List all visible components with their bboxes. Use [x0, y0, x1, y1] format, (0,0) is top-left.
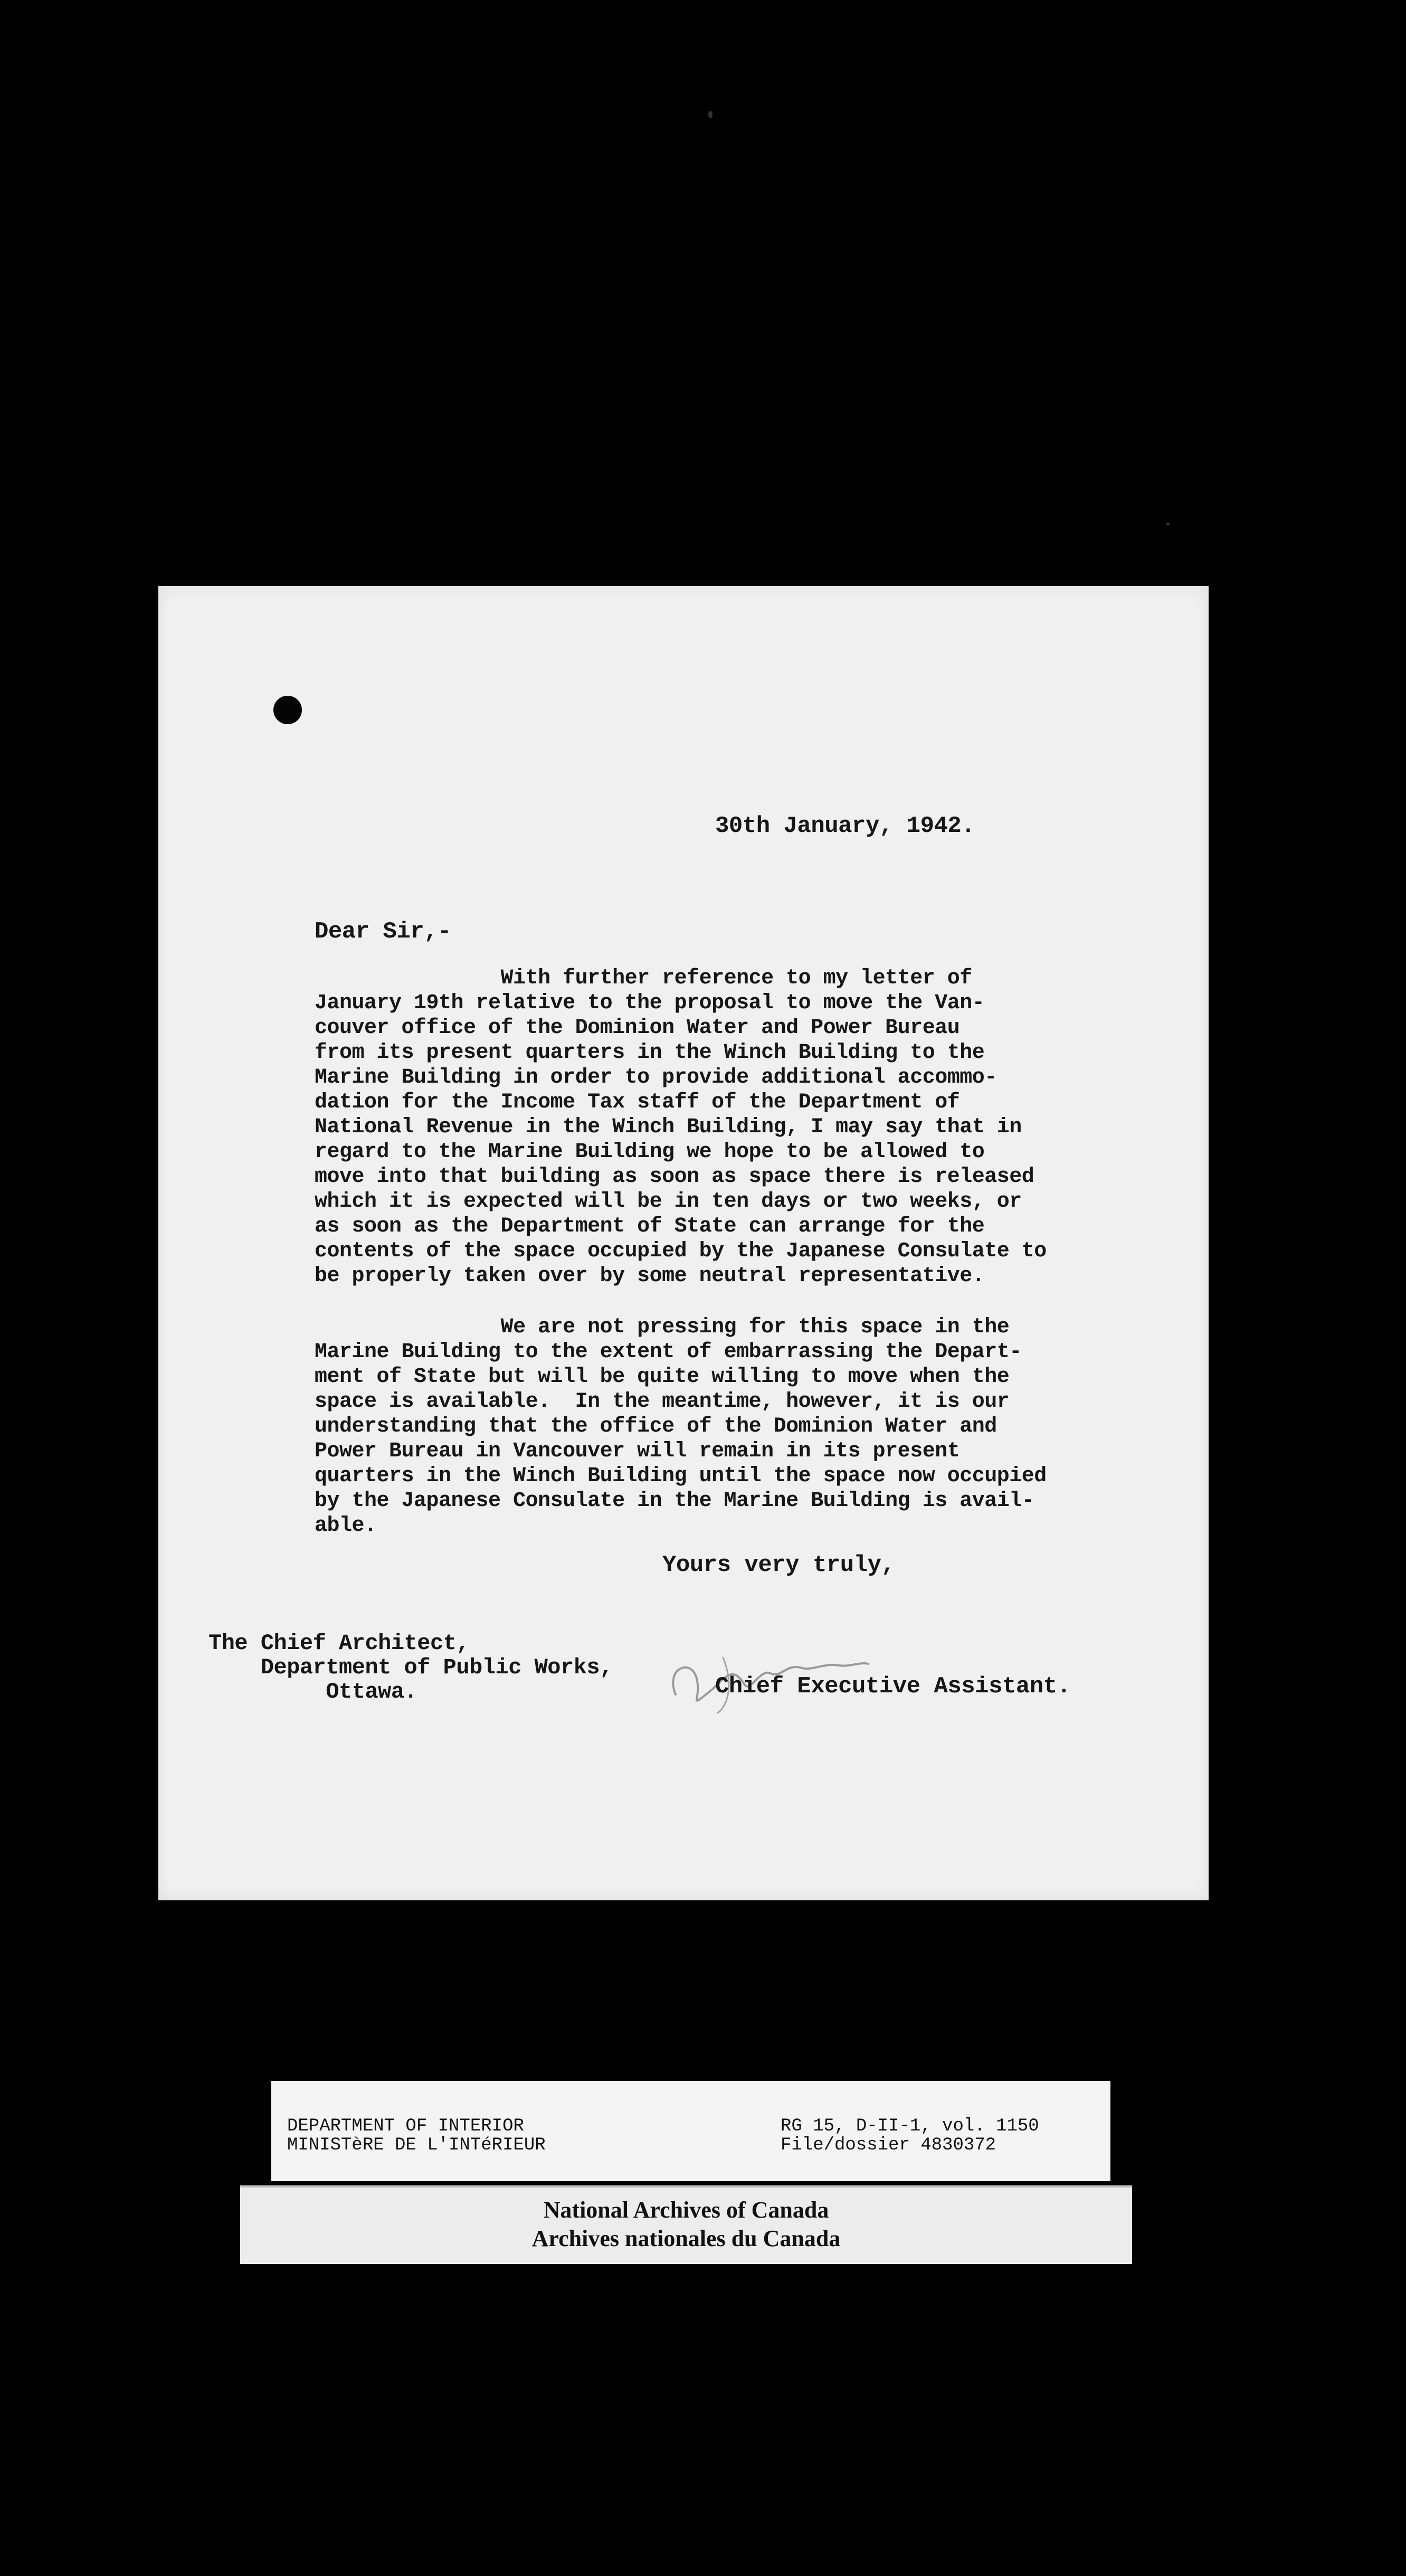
letter-page — [158, 586, 1209, 1900]
body-line: quarters in the Winch Building until the space now occupied — [315, 1464, 1047, 1488]
archives-name-en: National Archives of Canada — [543, 2197, 829, 2223]
body-line: as soon as the Department of State can arrange for the — [315, 1215, 985, 1238]
archives-name-fr: Archives nationales du Canada — [531, 2225, 841, 2251]
recipient-line: The Chief Architect, — [208, 1631, 470, 1656]
record-group: RG 15, D-II-1, vol. 1150 — [781, 2116, 1039, 2136]
body-line: by the Japanese Consulate in the Marine Building is avail- — [315, 1489, 1034, 1513]
body-line: able. — [315, 1514, 377, 1538]
body-line: We are not pressing for this space in the — [315, 1315, 1010, 1339]
recipient-line: Department of Public Works, — [208, 1655, 613, 1680]
file-number: File/dossier 4830372 — [781, 2135, 996, 2155]
signer-title: Chief Executive Assistant. — [715, 1673, 1071, 1700]
scan-speck — [1166, 523, 1170, 526]
letter-body — [315, 966, 1085, 1538]
paragraph-2 — [315, 1315, 1085, 1538]
recipient-line: Ottawa. — [208, 1679, 417, 1704]
body-line: space is available. In the meantime, however, it is our — [315, 1390, 1010, 1414]
department-names — [287, 2117, 546, 2155]
body-line: Power Bureau in Vancouver will remain in its present — [315, 1439, 960, 1463]
body-line: dation for the Income Tax staff of the Department of — [315, 1091, 960, 1114]
body-line: Marine Building to the extent of embarrassing the Depart- — [315, 1340, 1022, 1364]
paragraph-1 — [315, 966, 1085, 1289]
body-line: regard to the Marine Building we hope to be allowed to — [315, 1140, 985, 1164]
body-line: couver office of the Dominion Water and Power Bureau — [315, 1016, 960, 1040]
body-line: National Revenue in the Winch Building, I may say that in — [315, 1115, 1022, 1139]
punch-hole — [273, 696, 302, 724]
salutation: Dear Sir,- — [315, 918, 452, 945]
body-line: which it is expected will be in ten days or two weeks, or — [315, 1190, 1022, 1214]
closing: Yours very truly, — [662, 1552, 895, 1578]
body-line: understanding that the office of the Dominion Water and — [315, 1415, 997, 1438]
recipient-address — [208, 1631, 613, 1704]
body-line: be properly taken over by some neutral representative. — [315, 1264, 985, 1288]
archives-banner — [240, 2185, 1132, 2264]
department-fr: MINISTèRE DE L'INTéRIEUR — [287, 2135, 546, 2155]
letter-date: 30th January, 1942. — [715, 813, 975, 839]
body-line: move into that building as soon as space there is released — [315, 1165, 1034, 1189]
archive-reference-label — [271, 2081, 1110, 2181]
scan-speck — [708, 111, 712, 118]
file-reference — [781, 2117, 1039, 2155]
department-en: DEPARTMENT OF INTERIOR — [287, 2116, 524, 2136]
body-line: from its present quarters in the Winch Building to the — [315, 1041, 985, 1065]
body-line: ment of State but will be quite willing to move when the — [315, 1365, 1010, 1389]
body-line: Marine Building in order to provide additional accommo- — [315, 1066, 997, 1090]
body-line: January 19th relative to the proposal to move the Van- — [315, 991, 985, 1015]
body-line: contents of the space occupied by the Japanese Consulate to — [315, 1239, 1047, 1263]
body-line: With further reference to my letter of — [315, 967, 972, 990]
